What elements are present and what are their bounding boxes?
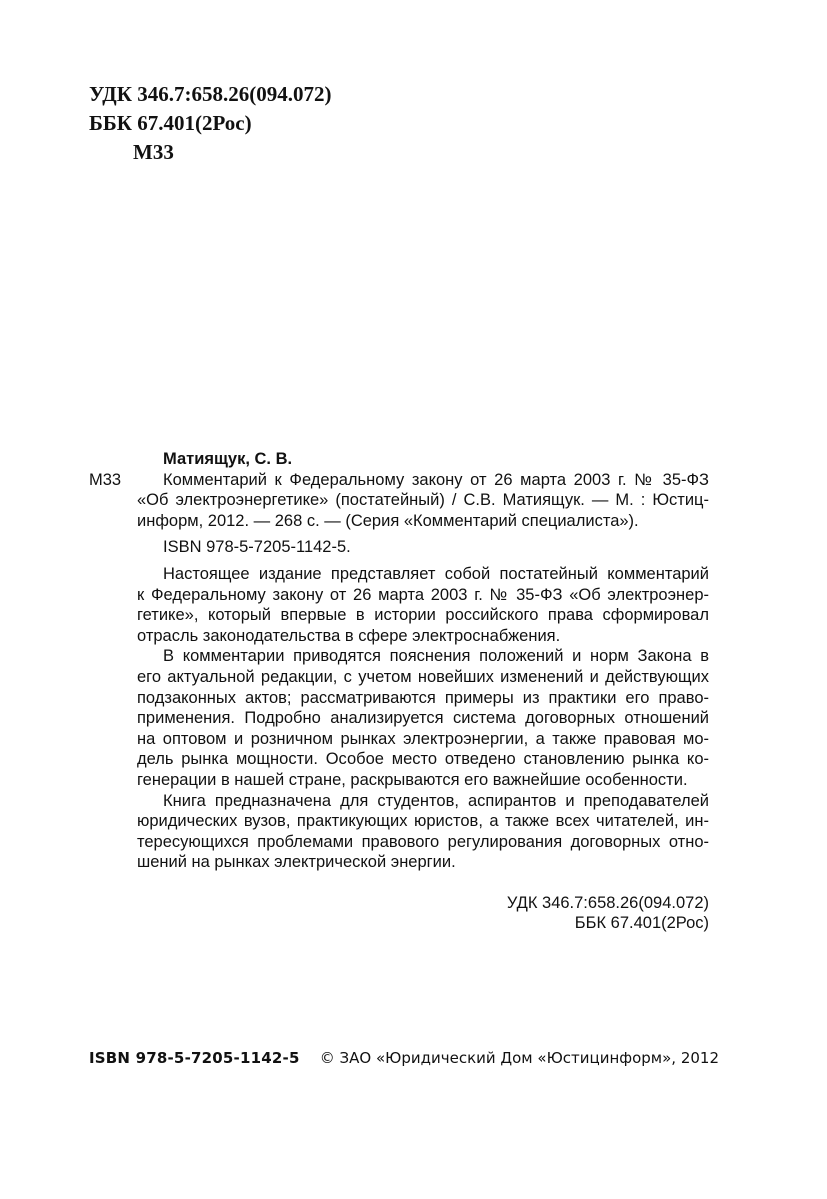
annotation-line: шений на рынках электрической энергии. <box>137 853 456 872</box>
annotation-line: гетике», который впервые в истории российского права сформировал <box>137 606 709 625</box>
annotation-line: его актуальной редакции, с учетом новейших изменений и действующих <box>137 667 709 686</box>
classification-header <box>89 80 331 167</box>
annotation-line: генерации в нашей стране, раскрываются его важнейшие особенности. <box>137 770 688 789</box>
annotation-line: В комментарии приводятся пояснения положений и норм Закона в <box>163 647 709 666</box>
annotation-line: тересующихся проблемами правового регулирования договорных отно- <box>137 832 709 851</box>
annotation-line: подзаконных актов; рассматриваются примеры из практики его право- <box>137 688 709 707</box>
card-isbn: ISBN 978-5-7205-1142-5. <box>163 538 351 557</box>
annotation-line: отрасль законодательства в сфере электроснабжения. <box>137 626 561 645</box>
card-classification <box>89 893 709 934</box>
card-author-sign: М33 <box>89 470 122 489</box>
annotation-line: на оптовом и розничном рынках электроэнергии, а также правовая мо- <box>137 729 709 748</box>
annotation-line: применения. Подробно анализируется система договорных отношений <box>137 709 709 728</box>
annotation-paragraph <box>137 791 709 873</box>
bbk-code: ББК 67.401(2Рос) <box>89 111 252 135</box>
card-author: Матиящук, С. В. <box>163 450 293 468</box>
catalog-card <box>89 449 709 934</box>
description-line: информ, 2012. — 268 с. — (Серия «Комментарий специалиста»). <box>137 511 639 530</box>
annotation-paragraph <box>137 564 709 646</box>
udk-code: УДК 346.7:658.26(094.072) <box>89 82 332 106</box>
footer-isbn: ISBN 978-5-7205-1142-5 <box>89 1049 300 1067</box>
annotation-line: юридических вузов, практикующих юристов, а также всех читателей, ин- <box>137 812 709 831</box>
annotation-line: дель рынка мощности. Особое место отведено становлению рынка ко- <box>137 750 709 769</box>
author-sign: М33 <box>133 140 174 164</box>
description-line: «Об электроэнергетике» (постатейный) / С.В. Матиящук. — М. : Юстиц- <box>137 491 709 510</box>
annotation-line: Книга предназначена для студентов, аспирантов и преподавателей <box>163 791 709 810</box>
copyright-notice: © ЗАО «Юридический Дом «Юстицинформ», 2012 <box>319 1049 719 1067</box>
annotation <box>89 564 709 873</box>
description-line: Комментарий к Федеральному закону от 26 марта 2003 г. № 35-ФЗ <box>163 470 709 489</box>
card-udk: УДК 346.7:658.26(094.072) <box>506 893 709 912</box>
card-bbk: ББК 67.401(2Рос) <box>574 914 709 933</box>
annotation-paragraph <box>137 646 709 790</box>
annotation-line: к Федеральному закону от 26 марта 2003 г. № 35-ФЗ «Об электроэнер- <box>137 585 709 604</box>
annotation-line: Настоящее издание представляет собой постатейный комментарий <box>163 564 709 583</box>
bibliographic-entry <box>89 470 709 532</box>
